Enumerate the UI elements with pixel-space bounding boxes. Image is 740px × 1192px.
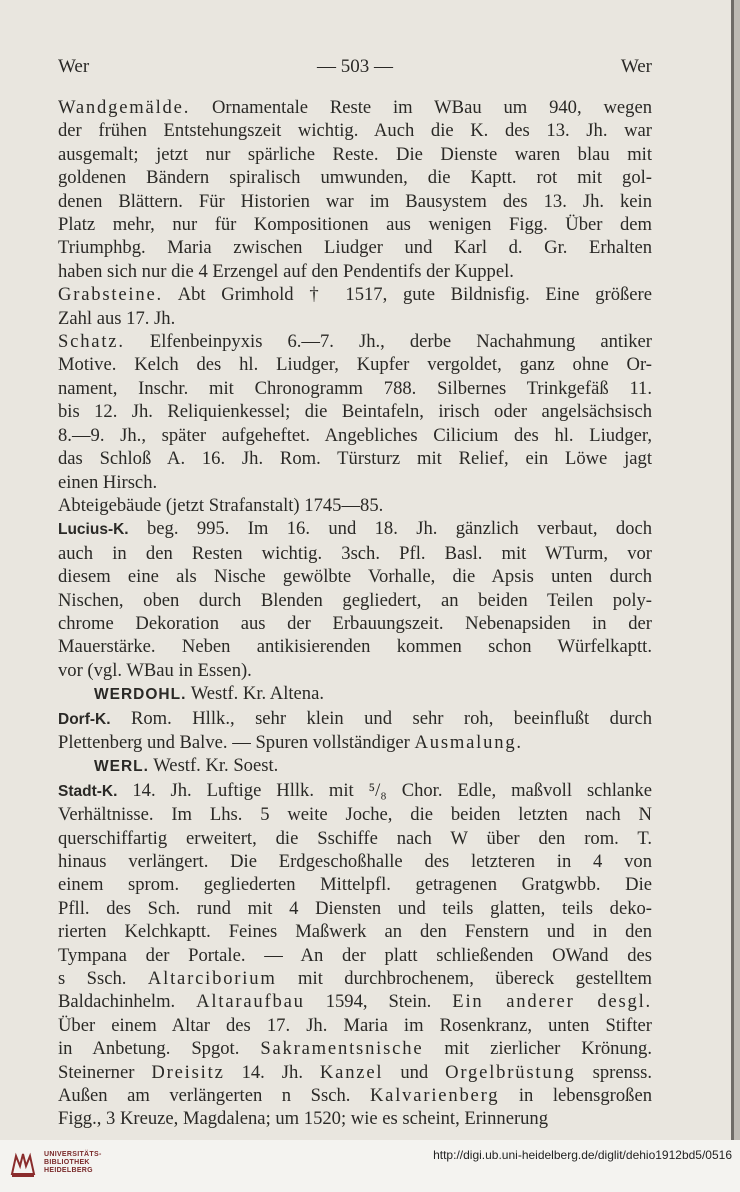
- text-line: [58, 96, 652, 119]
- text-span: Motive. Kelch des hl. Liudger, Kupfer vergoldet, ganz ohne Or-: [58, 354, 652, 376]
- university-seal-icon: [8, 1150, 38, 1180]
- text-span: mit durchbrochenem, übereck gestelltem: [276, 968, 653, 990]
- text-line: [58, 166, 652, 189]
- text-line: [58, 779, 652, 803]
- text-line: [58, 1084, 652, 1107]
- text-line: [58, 307, 652, 330]
- text-span: Zahl aus 17. Jh.: [58, 307, 176, 329]
- text-line: [58, 213, 652, 236]
- text-line: [58, 447, 652, 470]
- text-span: querschiffartig erweitert, die Sschiffe nach W über den rom. T.: [58, 827, 652, 849]
- emphasis-span: Schatz.: [58, 331, 125, 353]
- paragraph-p3: [58, 330, 652, 494]
- emphasis-span: Altaraufbau: [196, 991, 305, 1013]
- text-line: [58, 659, 652, 682]
- text-line: [58, 944, 652, 967]
- text-span: rierten Kelchkaptt. Feines Maßwerk an den Fenstern und in den: [58, 921, 652, 943]
- text-line: [58, 827, 652, 850]
- text-span: Tympana der Portale. — An der platt schließenden OWand des: [58, 944, 652, 966]
- logo-line: UNIVERSITÄTS-: [44, 1151, 102, 1158]
- text-line: [58, 330, 652, 353]
- emphasis-span: Wandgemälde.: [58, 97, 191, 118]
- page-number: — 503 —: [317, 56, 393, 77]
- paragraph-p1: [58, 96, 652, 283]
- emphasis-span: Orgelbrüstung: [445, 1061, 576, 1083]
- text-span: goldenen Bändern spiralisch umwunden, die Kaptt. rot mit gol-: [58, 167, 652, 189]
- text-span: Mauerstärke. Neben antikisierenden kommen schon Würfelkaptt.: [58, 636, 652, 658]
- logo-line: BIBLIOTHEK: [44, 1159, 90, 1166]
- emphasis-span: Lucius-K.: [58, 521, 129, 539]
- text-span: in lebensgroßen: [499, 1085, 653, 1107]
- text-span: sprenss.: [575, 1061, 653, 1083]
- paragraph-p8: [58, 754, 652, 778]
- text-line: [58, 400, 652, 423]
- text-line: [58, 565, 652, 588]
- text-span: 8.—9. Jh., später aufgeheftet. Angebliches Cilicium des hl. Liudger,: [58, 424, 652, 446]
- emphasis-span: Sakramentsnische: [260, 1038, 424, 1060]
- emphasis-span: Altarciborium: [147, 968, 277, 990]
- text-span: einem sprom. gegliederten Mittelpfl. getragenen Gratgwbb. Die: [58, 874, 652, 896]
- text-line: [58, 190, 652, 213]
- text-line: [58, 471, 652, 494]
- text-span: Plettenberg und Balve. — Spuren vollständiger: [58, 731, 415, 753]
- emphasis-span: Dreisitz: [151, 1061, 225, 1083]
- text-line: [58, 920, 652, 943]
- library-logo-text: [44, 1151, 102, 1175]
- text-line: [58, 424, 652, 447]
- emphasis-span: Ausmalung.: [414, 731, 523, 753]
- text-span: vor (vgl. WBau in Essen).: [58, 659, 252, 681]
- paragraph-p2: [58, 283, 652, 330]
- text-span: Steinerner: [58, 1061, 152, 1083]
- text-span: hinaus verlängert. Die Erdgeschoßhalle des letzteren in 4 von: [58, 851, 652, 872]
- running-head: [58, 56, 652, 82]
- text-line: [58, 635, 652, 658]
- text-span: Abt Grimhold † 1517, gute Bildnisfig. Eine größere: [163, 284, 652, 306]
- text-span: Ornamentale Reste im WBau um 940, wegen: [190, 97, 652, 118]
- text-span: chrome Dekoration aus der Erbauungszeit. Nebenapsiden in der: [58, 612, 652, 634]
- text-line: [58, 731, 652, 754]
- emphasis-span: Ein anderer desgl.: [452, 991, 653, 1013]
- emphasis-span: WERDOHL.: [94, 686, 187, 704]
- text-line: [58, 542, 652, 565]
- emphasis-span: Dorf-K.: [58, 710, 111, 728]
- emphasis-span: Grabsteine.: [58, 284, 163, 306]
- text-line: [58, 236, 652, 259]
- permalink-url[interactable]: http://digi.ub.uni-heidelberg.de/diglit/dehio1912bd5/0516: [433, 1148, 732, 1162]
- text-span: Triumphbg. Maria zwischen Liudger und Karl d. Gr. Erhalten: [58, 237, 652, 259]
- text-line: [58, 873, 652, 896]
- text-span: mit zierlicher Krönung.: [423, 1038, 652, 1060]
- paragraph-p7: [58, 707, 652, 755]
- running-head-left: Wer: [58, 56, 90, 77]
- text-span: beg. 995. Im 16. und 18. Jh. gänzlich verbaut, doch: [128, 518, 652, 540]
- paragraph-p6: [58, 682, 652, 706]
- text-span: 1594, Stein.: [304, 991, 453, 1013]
- text-line: [58, 612, 652, 635]
- paragraph-p4: [58, 494, 652, 517]
- text-line: [58, 260, 652, 283]
- emphasis-span: Stadt-K.: [58, 782, 118, 800]
- text-line: [58, 967, 652, 990]
- text-line: [58, 377, 652, 400]
- text-line: [58, 1014, 652, 1037]
- text-span: Baldachinhelm.: [58, 991, 197, 1013]
- text-span: denen Blättern. Für Historien war im Bausystem des 13. Jh. kein: [58, 190, 652, 212]
- text-span: Rom. Hllk., sehr klein und sehr roh, beeinflußt durch: [110, 707, 652, 729]
- text-line: [58, 119, 652, 142]
- text-span: Westf. Kr. Soest.: [148, 755, 279, 777]
- text-span: Verhältnisse. Im Lhs. 5 weite Joche, die beiden letzten nach N: [58, 804, 652, 826]
- text-span: Nischen, oben durch Blenden gegliedert, an beiden Teilen poly-: [58, 589, 652, 611]
- text-span: Figg., 3 Kreuze, Magdalena; um 1520; wie es scheint, Erinnerung: [58, 1108, 549, 1130]
- text-span: ausgemalt; jetzt nur spärliche Reste. Die Dienste waren blau mit: [58, 143, 652, 165]
- text-span: 14. Jh.: [224, 1061, 320, 1083]
- text-span: bis 12. Jh. Reliquienkessel; die Beintafeln, irisch oder angelsächsisch: [58, 401, 652, 423]
- text-span: in Anbetung. Spgot.: [58, 1038, 261, 1060]
- text-line: [94, 682, 652, 706]
- text-line: [58, 850, 652, 873]
- emphasis-span: Kanzel: [319, 1061, 384, 1083]
- emphasis-span: Kalvarienberg: [369, 1085, 500, 1107]
- text-span: der frühen Entstehungszeit wichtig. Auch die K. des 13. Jh. war: [58, 120, 652, 142]
- paragraph-p5: [58, 517, 652, 682]
- text-span: einen Hirsch.: [58, 471, 158, 493]
- text-span: diesem eine als Nische gewölbte Vorhalle, die Apsis unten durch: [58, 566, 652, 588]
- text-line: [58, 353, 652, 376]
- text-line: [58, 589, 652, 612]
- text-line: [58, 1061, 652, 1084]
- paragraph-p9: [58, 779, 652, 1131]
- page-body: [58, 96, 652, 1131]
- text-line: [58, 897, 652, 920]
- text-line: [58, 494, 652, 517]
- text-span: Abteigebäude (jetzt Strafanstalt) 1745—85.: [58, 494, 384, 516]
- text-span: das Schloß A. 16. Jh. Rom. Türsturz mit Relief, ein Löwe jagt: [58, 448, 652, 470]
- text-line: [58, 803, 652, 826]
- text-line: [58, 517, 652, 541]
- logo-line: HEIDELBERG: [44, 1167, 93, 1174]
- running-head-right: Wer: [620, 56, 652, 77]
- text-line: [94, 754, 652, 778]
- text-span: Pfll. des Sch. rund mit 4 Diensten und teils glatten, teils deko-: [58, 897, 652, 919]
- text-span: Über einem Altar des 17. Jh. Maria im Rosenkranz, unten Stifter: [58, 1014, 652, 1036]
- text-span: s Ssch.: [58, 968, 148, 990]
- text-line: [58, 1037, 652, 1060]
- text-span: nament, Inschr. mit Chronogramm 788. Silbernes Trinkgefäß 11.: [58, 377, 652, 399]
- text-span: Außen am verlängerten n Ssch.: [58, 1085, 370, 1107]
- text-span: 14. Jh. Luftige Hllk. mit ⁵/₈ Chor. Edle, maßvoll schlanke: [117, 779, 652, 801]
- text-line: [58, 707, 652, 731]
- text-line: [58, 143, 652, 166]
- text-line: [58, 283, 652, 306]
- text-span: und: [383, 1061, 446, 1083]
- text-line: [58, 990, 652, 1013]
- text-span: Westf. Kr. Altena.: [186, 683, 324, 705]
- text-line: [58, 1107, 652, 1130]
- text-span: haben sich nur die 4 Erzengel auf den Pendentifs der Kuppel.: [58, 260, 514, 282]
- text-span: Elfenbeinpyxis 6.—7. Jh., derbe Nachahmung antiker: [124, 331, 652, 353]
- emphasis-span: WERL.: [94, 758, 149, 776]
- text-span: auch in den Resten wichtig. 3sch. Pfl. Basl. mit WTurm, vor: [58, 542, 652, 564]
- footer-bar: [0, 1140, 740, 1192]
- text-span: Platz mehr, nur für Kompositionen aus wenigen Figg. Über dem: [58, 214, 652, 236]
